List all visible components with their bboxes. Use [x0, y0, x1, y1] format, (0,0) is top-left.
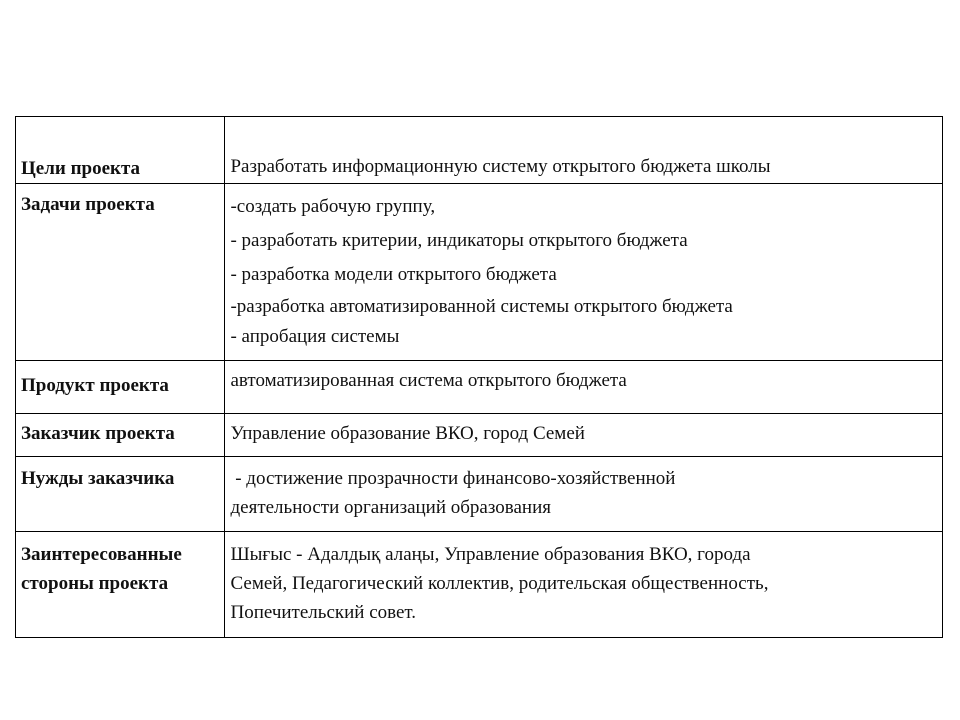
product-label: Продукт проекта	[16, 361, 225, 414]
stakeholders-line: Семей, Педагогический коллектив, родительская общественность,	[230, 573, 769, 594]
table-row-goal	[16, 117, 943, 184]
tasks-label: Задачи проекта	[16, 184, 225, 361]
goal-label: Цели проекта	[16, 117, 225, 184]
stakeholders-label-line: стороны проекта	[21, 573, 169, 594]
customer-label: Заказчик проекта	[16, 414, 225, 457]
project-passport-table	[15, 116, 943, 638]
needs-value	[225, 457, 943, 532]
needs-line: - достижение прозрачности финансово-хозяйственной	[230, 468, 676, 489]
task-item: - разработать критерии, индикаторы открытого бюджета	[230, 230, 688, 251]
stakeholders-label-line: Заинтересованные	[21, 544, 182, 565]
stakeholders-value	[225, 532, 943, 638]
table-row-stakeholders	[16, 532, 943, 638]
customer-value: Управление образование ВКО, город Семей	[225, 414, 943, 457]
stakeholders-line: Шығыс - Адалдық алаңы, Управление образования ВКО, города	[230, 544, 751, 565]
stakeholders-line: Попечительский совет.	[230, 602, 417, 623]
table-row-customer	[16, 414, 943, 457]
task-item: - разработка модели открытого бюджета	[230, 264, 557, 285]
needs-line: деятельности организаций образования	[230, 497, 551, 518]
task-item: -создать рабочую группу,	[230, 196, 436, 217]
stakeholders-label	[16, 532, 225, 638]
table-row-product	[16, 361, 943, 414]
task-item: - апробация системы	[230, 326, 400, 347]
goal-value: Разработать информационную систему открытого бюджета школы	[225, 117, 943, 184]
table-row-tasks	[16, 184, 943, 361]
tasks-list	[225, 184, 943, 361]
task-item: -разработка автоматизированной системы открытого бюджета	[230, 296, 733, 317]
table-row-needs	[16, 457, 943, 532]
needs-label: Нужды заказчика	[16, 457, 225, 532]
product-value: автоматизированная система открытого бюджета	[225, 361, 943, 414]
